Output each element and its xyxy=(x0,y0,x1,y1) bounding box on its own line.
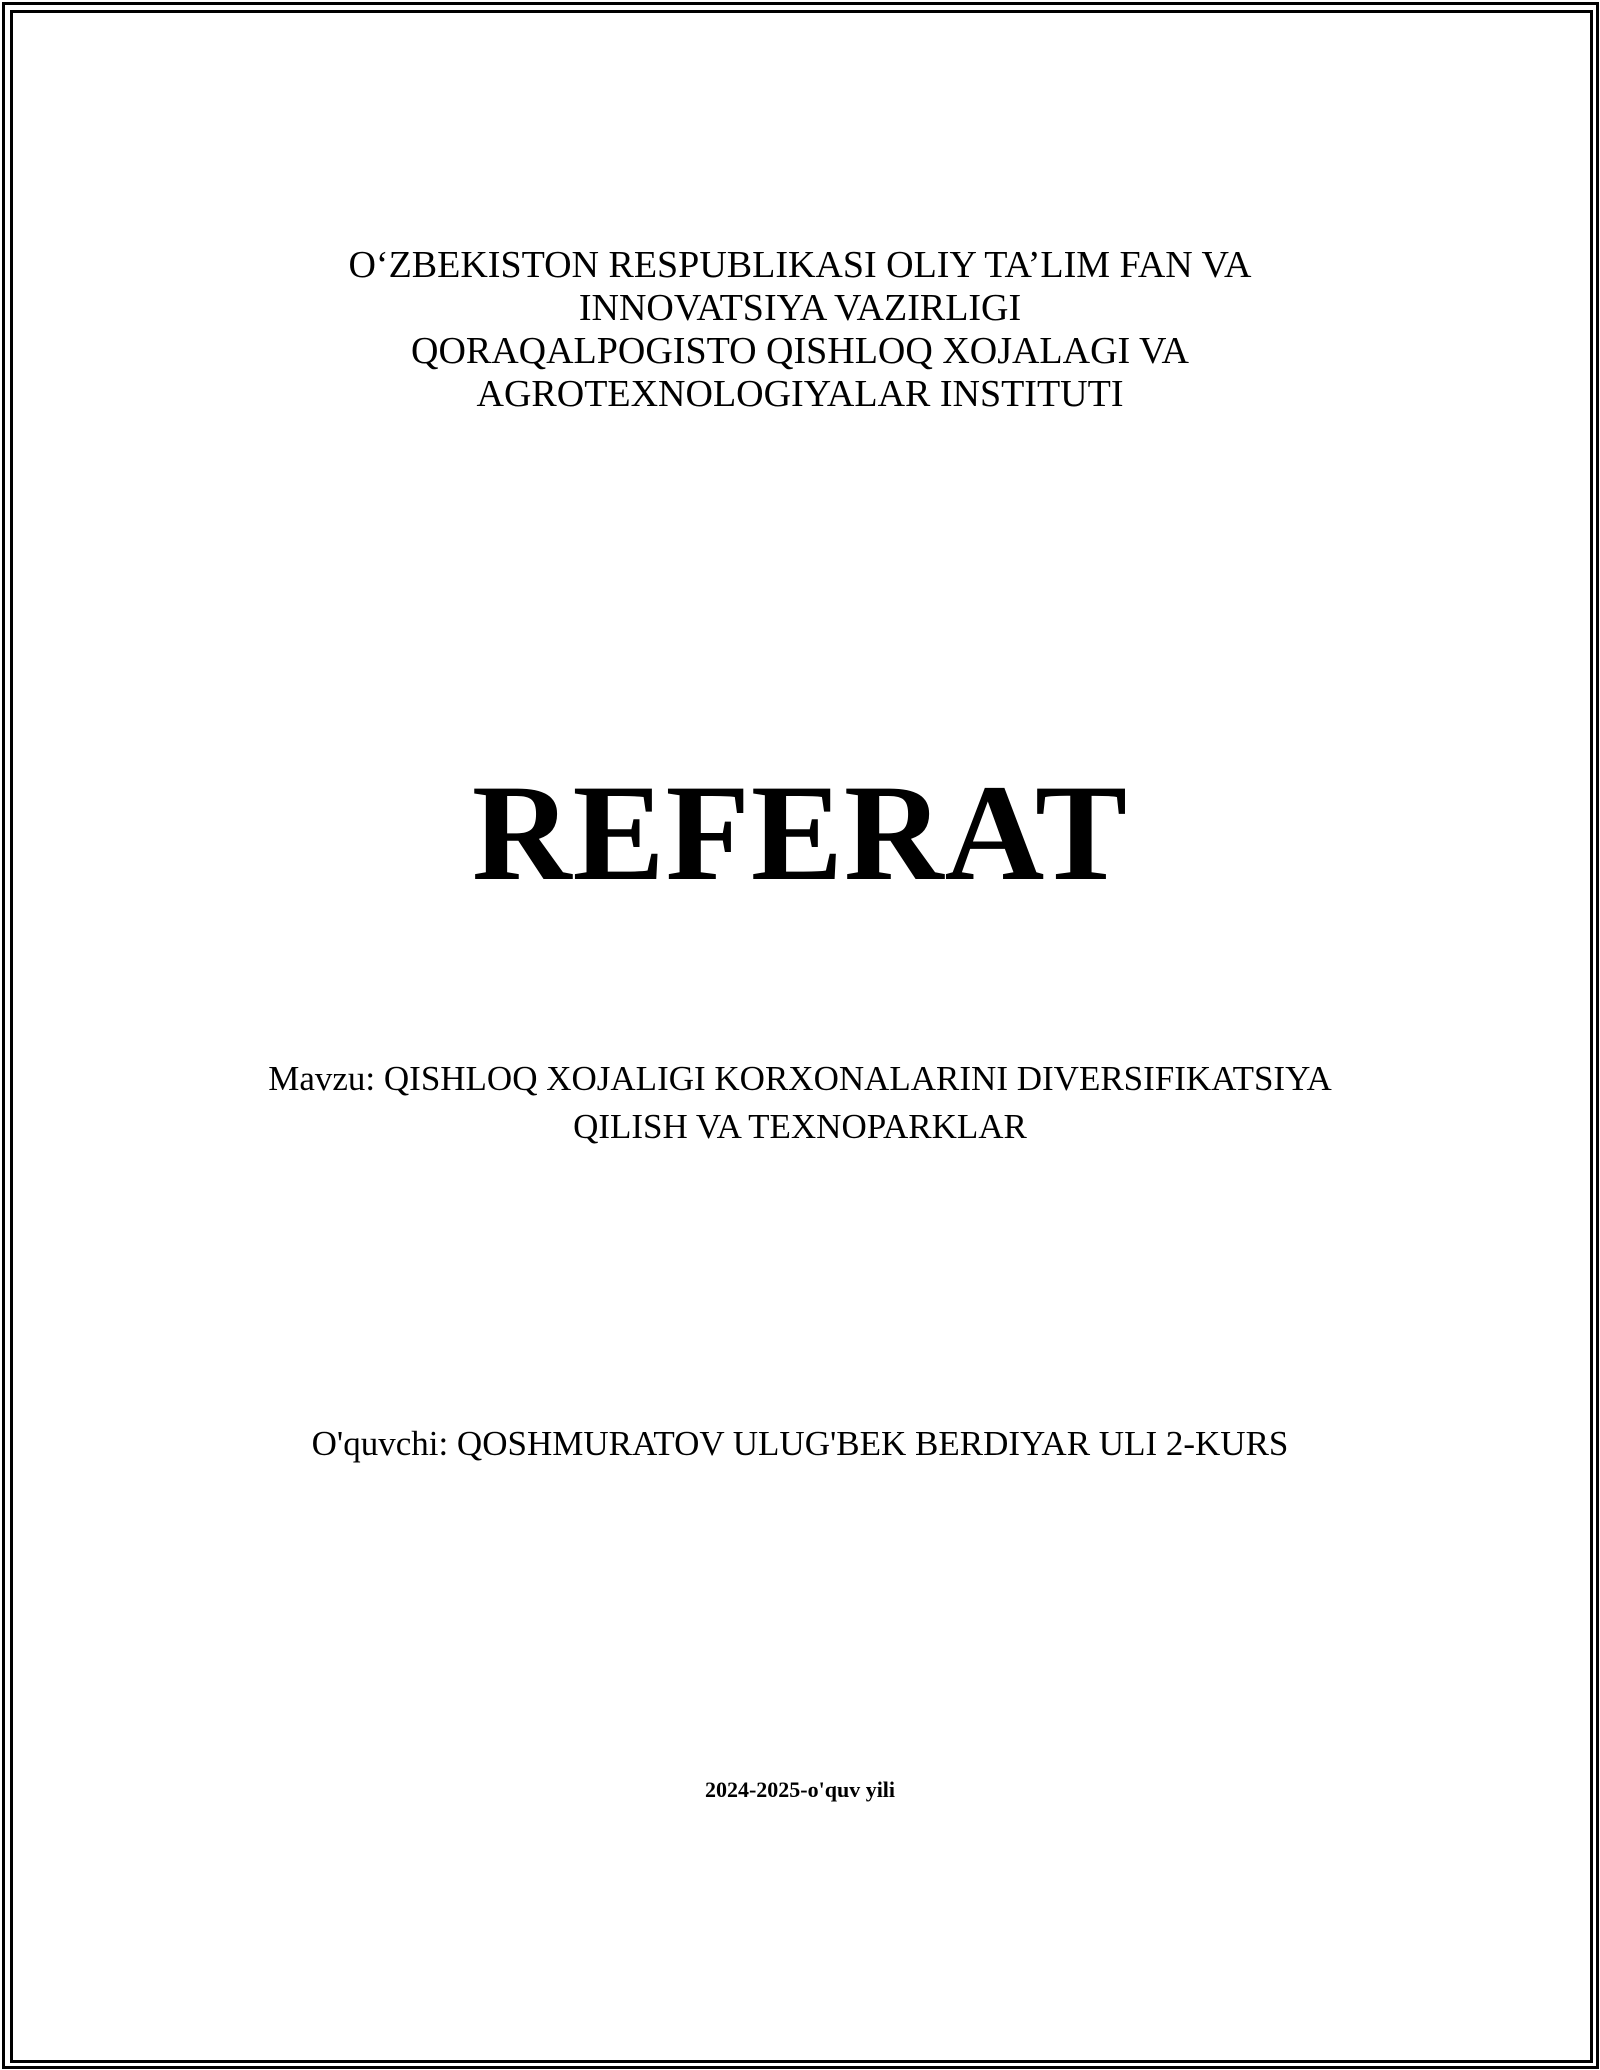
academic-year: 2024-2025-o'quv yili xyxy=(704,1777,896,1802)
document-title: REFERAT xyxy=(471,756,1129,909)
header-line: AGROTEXNOLOGIYALAR INSTITUTI xyxy=(476,373,1124,415)
institution-header xyxy=(0,244,1600,416)
header-line: O‘ZBEKISTON RESPUBLIKASI OLIY TA’LIM FAN VA xyxy=(348,244,1252,286)
header-line: INNOVATSIYA VAZIRLIGI xyxy=(578,287,1022,329)
header-line: QORAQALPOGISTO QISHLOQ XOJALAGI VA xyxy=(411,330,1189,372)
student-name: O'quvchi: QOSHMURATOV ULUG'BEK BERDIYAR ULI 2-KURS xyxy=(311,1424,1289,1463)
topic-line-1: Mavzu: QISHLOQ XOJALIGI KORXONALARINI DIVERSIFIKATSIYA xyxy=(268,1059,1332,1098)
topic xyxy=(0,1055,1600,1151)
topic-line-2: QILISH VA TEXNOPARKLAR xyxy=(573,1107,1027,1146)
